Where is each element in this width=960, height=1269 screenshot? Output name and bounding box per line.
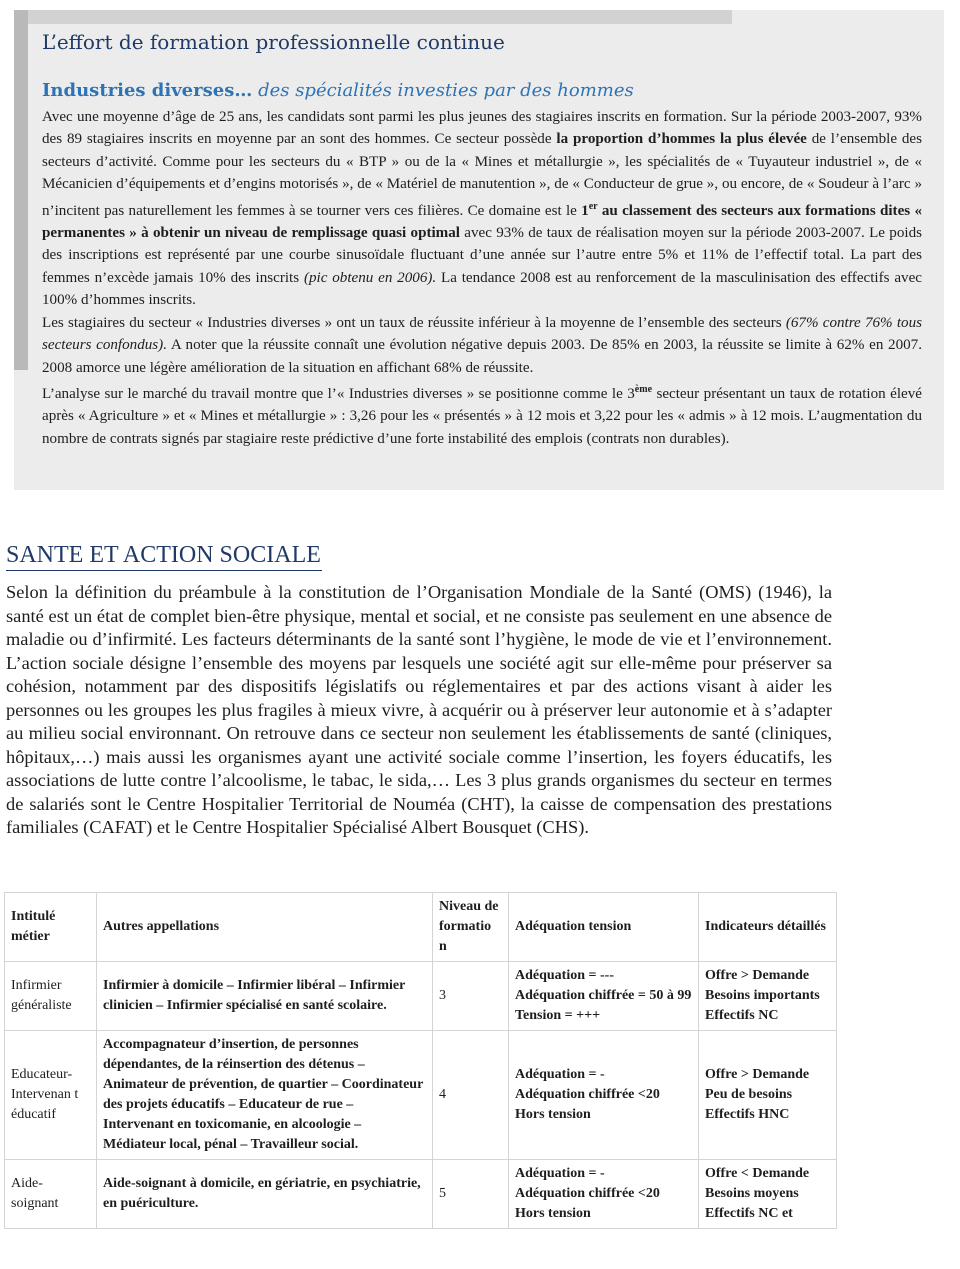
text-run: A noter que la réussite connaît une évolution négative depuis 2003. De 85% en 2003, la réussite se limite à 62% en 2007. 2008 amorce une légère amélioration de la situation en affichant 68% de réussite. xyxy=(42,337,922,376)
box-paragraph-1 xyxy=(42,106,922,312)
cell-indicateurs xyxy=(699,1160,837,1229)
adequation-line: Tension = +++ xyxy=(515,1008,601,1023)
cell-adequation xyxy=(509,1160,699,1229)
jobs-table xyxy=(4,892,837,1229)
adequation-line: Adéquation = - xyxy=(515,1067,605,1082)
header-niveau: Niveau de formatio n xyxy=(433,893,509,962)
box-header-tab xyxy=(14,10,732,24)
section-title: SANTE ET ACTION SOCIALE xyxy=(6,542,321,568)
header-metier: Intitulé métier xyxy=(5,893,97,962)
cell-niveau: 3 xyxy=(433,962,509,1031)
text-run: Avec une moyenne d’âge de 25 ans, les candidats sont parmi les plus jeunes des stagiaires inscrits en formation. Sur la période 2003-2007, 93% des 89 stagiaires inscrits en moyenne par an sont des hommes. Ce secteur possède xyxy=(42,109,922,148)
cell-adequation xyxy=(509,962,699,1031)
adequation-line: Adéquation chiffrée <20 xyxy=(515,1186,660,1201)
indicateur-line: Besoins importants xyxy=(705,988,820,1003)
box-paragraph-2 xyxy=(42,312,922,379)
text-run: 1 xyxy=(581,202,589,219)
header-appellations: Autres appellations xyxy=(97,893,433,962)
indicateur-line: Effectifs HNC xyxy=(705,1107,790,1122)
text-run: de l’ensemble des secteurs d’activité. Comme pour les secteurs du « BTP » ou de la « Mines et métallurgie », les spécialités de « Tuyauteur industriel », de « Mécanicien d’équipements et d’engins motorisés », de « Matériel de manutention », de « Conducteur de grue », ou encore, de « Soudeur à l’arc » n’incitent pas naturellement les femmes à se tourner vers ces filières. Ce domaine est le xyxy=(42,131,923,219)
adequation-line: Hors tension xyxy=(515,1206,591,1221)
indicateur-line: Effectifs NC xyxy=(705,1008,779,1023)
cell-metier: Aide-soignant xyxy=(5,1160,97,1229)
text-run: er xyxy=(588,200,598,212)
box-subtitle-bold: Industries diverses… xyxy=(42,80,253,101)
cell-indicateurs xyxy=(699,962,837,1031)
cell-appellations: Accompagnateur d’insertion, de personnes dépendantes, de la réinsertion des détenus – Animateur de prévention, de quartier – Coordinateur des projets éducatifs – Educateur de rue – Intervenant en toxicomanie, en alcoologie – Médiateur local, pénal – Travailleur social. xyxy=(97,1031,433,1160)
cell-indicateurs xyxy=(699,1031,837,1160)
box-subtitle-italic: des spécialités investies par des hommes xyxy=(252,80,634,101)
text-run: au classement des secteurs aux formations dites « permanentes » à obtenir un niveau de remplissage quasi optimal xyxy=(42,202,922,242)
health-section xyxy=(6,540,832,840)
header-indicateurs: Indicateurs détaillés xyxy=(699,893,837,962)
adequation-line: Adéquation = - xyxy=(515,1166,605,1181)
text-run: (67% contre 76% tous secteurs confondus). xyxy=(42,314,923,354)
table-row xyxy=(5,962,837,1031)
cell-niveau: 4 xyxy=(433,1031,509,1160)
adequation-line: Adéquation chiffrée = 50 à 99 xyxy=(515,988,692,1003)
header-adequation: Adéquation tension xyxy=(509,893,699,962)
cell-adequation xyxy=(509,1031,699,1160)
box-paragraph-3 xyxy=(42,379,922,450)
table-header-row xyxy=(5,893,837,962)
cell-appellations: Infirmier à domicile – Infirmier libéral – Infirmier clinicien – Infirmier spécialisé en santé scolaire. xyxy=(97,962,433,1031)
indicateur-line: Effectifs NC et xyxy=(705,1206,793,1221)
text-run: Les stagiaires du secteur « Industries diverses » ont un taux de réussite inférieur à la moyenne de l’ensemble des secteurs xyxy=(42,314,786,331)
adequation-line: Hors tension xyxy=(515,1107,591,1122)
indicateur-line: Peu de besoins xyxy=(705,1087,793,1102)
cell-appellations: Aide-soignant à domicile, en gériatrie, en psychiatrie, en puériculture. xyxy=(97,1160,433,1229)
cell-metier: Educateur-Intervenan t éducatif xyxy=(5,1031,97,1160)
indicateur-line: Offre > Demande xyxy=(705,1067,810,1082)
adequation-line: Adéquation chiffrée <20 xyxy=(515,1087,660,1102)
text-run: (pic obtenu en 2006). xyxy=(303,269,437,286)
section-body: Selon la définition du préambule à la constitution de l’Organisation Mondiale de la Santé (OMS) (1946), la santé est un état de complet bien-être physique, mental et social, et ne consiste pas seulement en une absence de maladie ou d’infirmité. Les facteurs déterminants de la santé sont l’hygiène, le mode de vie et l’environnement. L’action sociale désigne l’ensemble des moyens par lesquels une société agit sur elle-même pour préserver sa cohésion, notamment par des dispositifs législatifs ou réglementaires et par des actions visant à aider les personnes ou les groupes les plus fragiles à mieux vivre, à acquérir ou à préserver leur autonomie et à s’adapter au milieu social environnant. On retrouve dans ce secteur non seulement les établissements de santé (cliniques, hôpitaux,…) mais aussi les organismes ayant une activité sociale comme l’insertion, les foyers éducatifs, les associations de lutte contre l’alcoolisme, le tabac, le sida,… Les 3 plus grands organismes du secteur en termes de salariés sont le Centre Hospitalier Territorial de Nouméa (CHT), la caisse de compensation des prestations familiales (CAFAT) et le Centre Hospitalier Spécialisé Albert Bousquet (CHS). xyxy=(6,582,832,837)
section-title-underline xyxy=(6,570,322,571)
cell-niveau: 5 xyxy=(433,1160,509,1229)
indicateur-line: Offre > Demande xyxy=(705,968,810,983)
adequation-line: Adéquation = --- xyxy=(515,968,614,983)
text-run: ème xyxy=(634,383,653,395)
cell-metier: Infirmier généraliste xyxy=(5,962,97,1031)
box-subtitle xyxy=(42,80,922,106)
text-run: secteur présentant un taux de rotation élevé après « Agriculture » et « Mines et métallurgie » : 3,26 pour les « présentés » à 12 mois et 3,22 pour les « admis » à 12 mois. L’augmentation du nombre de contrats signés par stagiaire reste prédictive d’une forte instabilité des emplois (contrats non durables). xyxy=(42,385,922,447)
indicateur-line: Offre < Demande xyxy=(705,1166,810,1181)
table-row xyxy=(5,1160,837,1229)
table-row xyxy=(5,1031,837,1160)
text-run: L’analyse sur le marché du travail montre que l’« Industries diverses » se positionne comme le 3 xyxy=(42,385,635,402)
text-run: la proportion d’hommes la plus élevée xyxy=(556,131,807,148)
training-effort-box xyxy=(14,10,944,490)
text-run: avec 93% de taux de réalisation moyen sur la période 2003-2007. Le poids des inscriptions est représenté par une courbe sinusoïdale fluctuant d’une année sur l’autre entre 5% et 11% de l’effectif total. La part des femmes n’excède jamais 10% des inscrits xyxy=(42,225,922,286)
box-left-bar xyxy=(14,10,28,370)
box-title: L’effort de formation professionnelle continue xyxy=(42,30,505,54)
box-content xyxy=(42,26,922,450)
indicateur-line: Besoins moyens xyxy=(705,1186,799,1201)
text-run: La tendance 2008 est au renforcement de la masculinisation des effectifs avec 100% d’hommes inscrits. xyxy=(42,269,922,309)
